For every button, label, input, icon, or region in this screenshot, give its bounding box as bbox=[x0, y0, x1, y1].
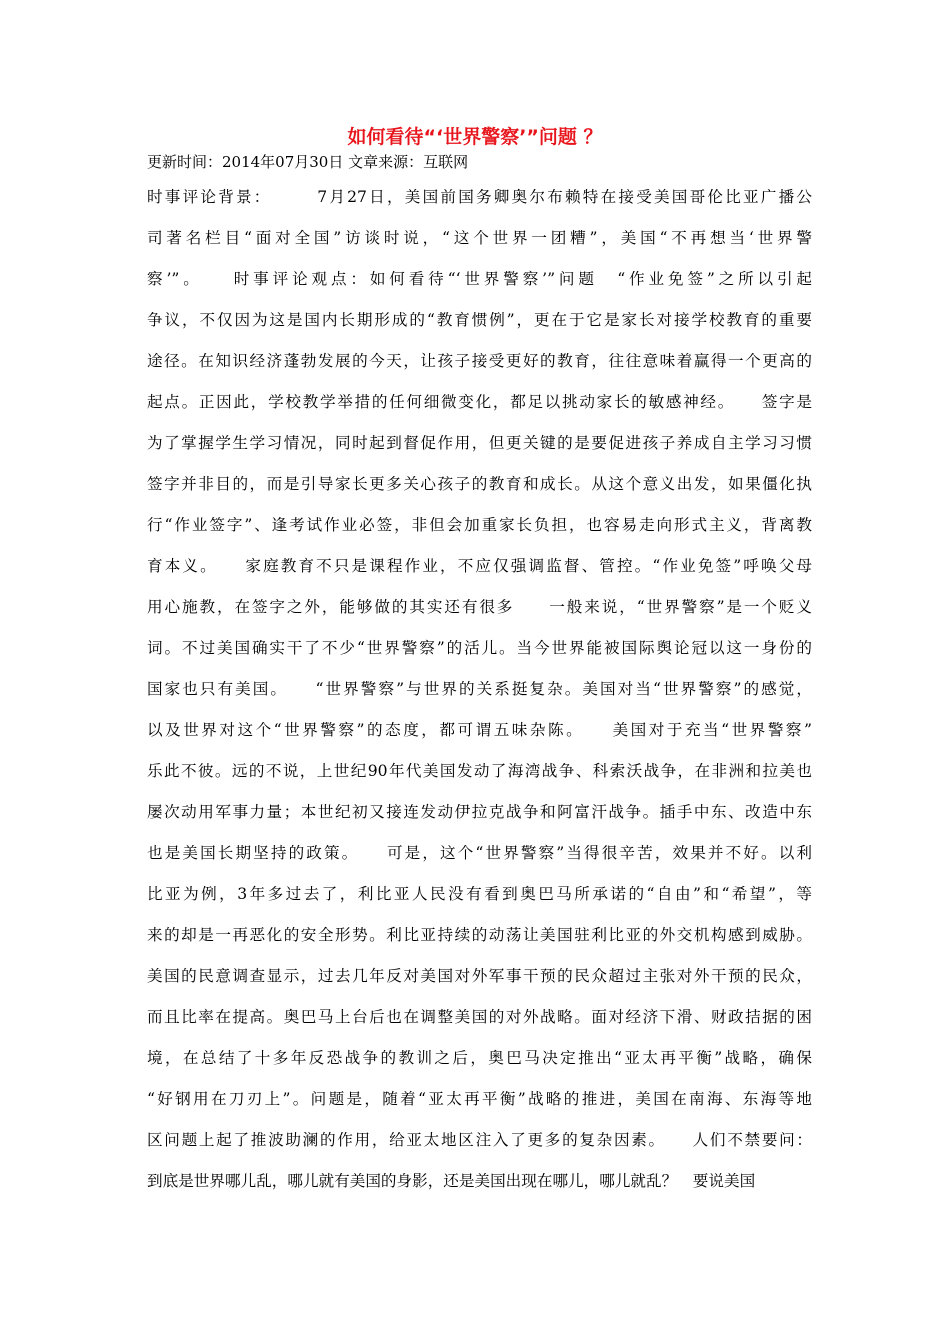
body-line: 以及世界对这个“世界警察”的态度，都可谓五味杂陈。 美国对于充当“世界警察” bbox=[147, 721, 812, 739]
body-line: 育本义。 家庭教育不只是课程作业，不应仅强调监督、管控。“作业免签”呼唤父母 bbox=[147, 557, 812, 575]
body-line: 签字并非目的，而是引导家长更多关心孩子的教育和成长。从这个意义出发，如果僵化执 bbox=[147, 475, 812, 493]
body-line: 屡次动用军事力量；本世纪初又接连发动伊拉克战争和阿富汗战争。插手中东、改造中东 bbox=[147, 803, 812, 821]
article-body bbox=[147, 183, 812, 1208]
body-line: 境，在总结了十多年反恐战争的教训之后，奥巴马决定推出“亚太再平衡”战略，确保 bbox=[147, 1049, 812, 1067]
body-line: “好钢用在刀刃上”。问题是，随着“亚太再平衡”战略的推进，美国在南海、东海等地 bbox=[147, 1090, 812, 1108]
body-line: 比亚为例，3年多过去了，利比亚人民没有看到奥巴马所承诺的“自由”和“希望”，等 bbox=[147, 885, 812, 903]
body-line: 争议，不仅因为这是国内长期形成的“教育惯例”，更在于它是家长对接学校教育的重要 bbox=[147, 311, 812, 329]
body-line: 到底是世界哪儿乱，哪儿就有美国的身影，还是美国出现在哪儿，哪儿就乱？ 要说美国 bbox=[147, 1172, 756, 1190]
body-line: 时事评论背景： 7月27日，美国前国务卿奥尔布赖特在接受美国哥伦比亚广播公 bbox=[147, 188, 812, 206]
body-line: 为了掌握学生学习情况，同时起到督促作用，但更关键的是要促进孩子养成自主学习习惯 bbox=[147, 434, 812, 452]
article-title: 如何看待“‘世界警察’”问题 ？ bbox=[347, 126, 603, 148]
article-meta: 更新时间：2014年07月30日 文章来源：互联网 bbox=[147, 153, 469, 171]
body-line: 而且比率在提高。奥巴马上台后也在调整美国的对外战略。面对经济下滑、财政拮据的困 bbox=[147, 1008, 812, 1026]
body-line: 国家也只有美国。 “世界警察”与世界的关系挺复杂。美国对当“世界警察”的感觉， bbox=[147, 680, 812, 698]
body-line: 途径。在知识经济蓬勃发展的今天，让孩子接受更好的教育，往往意味着赢得一个更高的 bbox=[147, 352, 812, 370]
body-line: 起点。正因此，学校教学举措的任何细微变化，都足以挑动家长的敏感神经。 签字是 bbox=[147, 393, 812, 411]
body-line: 乐此不彼。远的不说，上世纪90年代美国发动了海湾战争、科索沃战争，在非洲和拉美也 bbox=[147, 762, 812, 780]
body-line: 美国的民意调查显示，过去几年反对美国对外军事干预的民众超过主张对外干预的民众， bbox=[147, 967, 812, 985]
body-line: 来的却是一再恶化的安全形势。利比亚持续的动荡让美国驻利比亚的外交机构感到威胁。 bbox=[147, 926, 812, 944]
body-line: 用心施教，在签字之外，能够做的其实还有很多 一般来说，“世界警察”是一个贬义 bbox=[147, 598, 812, 616]
body-line: 察’”。 时事评论观点：如何看待“‘世界警察’”问题 “作业免签”之所以引起 bbox=[147, 270, 812, 288]
body-line: 司著名栏目“面对全国”访谈时说，“这个世界一团糟”，美国“不再想当‘世界警 bbox=[147, 229, 812, 247]
body-line: 词。不过美国确实干了不少“世界警察”的活儿。当今世界能被国际舆论冠以这一身份的 bbox=[147, 639, 812, 657]
body-line: 也是美国长期坚持的政策。 可是，这个“世界警察”当得很辛苦，效果并不好。以利 bbox=[147, 844, 812, 862]
body-line: 区问题上起了推波助澜的作用，给亚太地区注入了更多的复杂因素。 人们不禁要问： bbox=[147, 1131, 812, 1149]
body-line: 行“作业签字”、逢考试作业必签，非但会加重家长负担，也容易走向形式主义，背离教 bbox=[147, 516, 812, 534]
